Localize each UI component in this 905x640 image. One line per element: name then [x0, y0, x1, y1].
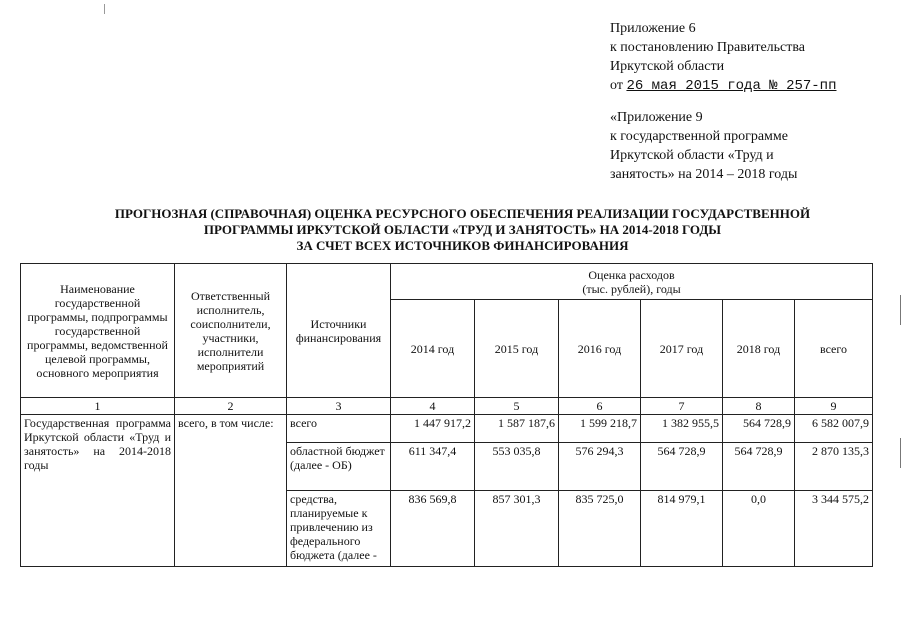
value-cell: 1 599 218,7 [559, 415, 641, 443]
appendix-6-line: к постановлению Правительства [610, 40, 806, 55]
title-line: ЗА СЧЕТ ВСЕХ ИСТОЧНИКОВ ФИНАНСИРОВАНИЯ [296, 238, 629, 253]
value-cell: 1 587 187,6 [475, 415, 559, 443]
appendix-9-line: к государственной программе [610, 129, 788, 144]
value-cell: 564 728,9 [723, 415, 795, 443]
value-cell: 835 725,0 [559, 491, 641, 567]
header-estimate [391, 264, 873, 300]
appendix-6-line: Приложение 6 [610, 21, 696, 36]
value-cell: 2 870 135,3 [795, 443, 873, 491]
header-estimate-title: Оценка расходов [588, 267, 675, 282]
executor-cell: всего, в том числе: [175, 415, 287, 567]
value-cell: 836 569,8 [391, 491, 475, 567]
source-cell: областной бюджет (далее - ОБ) [287, 443, 391, 491]
appendix-9-block [610, 108, 797, 184]
column-number: 5 [475, 398, 559, 415]
program-name: Государственная программа Иркутской области «Труд и занятость» на 2014-2018 годы [21, 415, 175, 567]
appendix-6-date-line [610, 76, 836, 96]
appendix-9-line: «Приложение 9 [610, 110, 703, 125]
decree-date: 26 мая 2015 года № 257-пп [626, 78, 837, 94]
appendix-6-line: Иркутской области [610, 59, 725, 74]
header-sources: Источники финансирования [287, 264, 391, 398]
title-line: ПРОГНОЗНАЯ (СПРАВОЧНАЯ) ОЦЕНКА РЕСУРСНОГО ОБЕСПЕЧЕНИЯ РЕАЛИЗАЦИИ ГОСУДАРСТВЕННОЙ [114, 206, 811, 221]
column-number: 7 [641, 398, 723, 415]
date-prefix: от [610, 78, 623, 93]
value-cell: 6 582 007,9 [795, 415, 873, 443]
value-cell: 553 035,8 [475, 443, 559, 491]
resource-table [20, 263, 873, 567]
value-cell: 564 728,9 [723, 443, 795, 491]
header-total: всего [795, 300, 873, 398]
column-number: 4 [391, 398, 475, 415]
document-title [60, 206, 865, 254]
value-cell: 611 347,4 [391, 443, 475, 491]
column-number: 8 [723, 398, 795, 415]
column-number: 3 [287, 398, 391, 415]
header-year: 2017 год [641, 300, 723, 398]
value-cell: 0,0 [723, 491, 795, 567]
header-name: Наименование государственной программы, подпрограммы государственной программы, ведомственной целевой программы, основного мероприятия [21, 264, 175, 398]
value-cell: 1 382 955,5 [641, 415, 723, 443]
value-cell: 814 979,1 [641, 491, 723, 567]
value-cell: 576 294,3 [559, 443, 641, 491]
column-number: 9 [795, 398, 873, 415]
header-year: 2016 год [559, 300, 641, 398]
value-cell: 1 447 917,2 [391, 415, 475, 443]
appendix-9-line: занятость» на 2014 – 2018 годы [610, 167, 798, 182]
column-number: 1 [21, 398, 175, 415]
scan-mark [104, 4, 105, 14]
source-cell: средства, планируемые к привлечению из федерального бюджета (далее - [287, 491, 391, 567]
value-cell: 3 344 575,2 [795, 491, 873, 567]
source-cell: всего [287, 415, 391, 443]
column-number: 2 [175, 398, 287, 415]
header-year: 2014 год [391, 300, 475, 398]
appendix-6-block [610, 19, 836, 96]
column-number: 6 [559, 398, 641, 415]
value-cell: 857 301,3 [475, 491, 559, 567]
scan-edge-mark [900, 295, 901, 325]
scan-edge-mark [900, 438, 901, 468]
appendix-9-line: Иркутской области «Труд и [610, 148, 774, 163]
title-line: ПРОГРАММЫ ИРКУТСКОЙ ОБЛАСТИ «ТРУД И ЗАНЯТОСТЬ» НА 2014-2018 ГОДЫ [203, 222, 722, 237]
header-year: 2015 год [475, 300, 559, 398]
header-year: 2018 год [723, 300, 795, 398]
header-estimate-unit: (тыс. рублей), годы [582, 281, 681, 296]
header-executor: Ответственный исполнитель, соисполнители, участники, исполнители мероприятий [175, 264, 287, 398]
value-cell: 564 728,9 [641, 443, 723, 491]
